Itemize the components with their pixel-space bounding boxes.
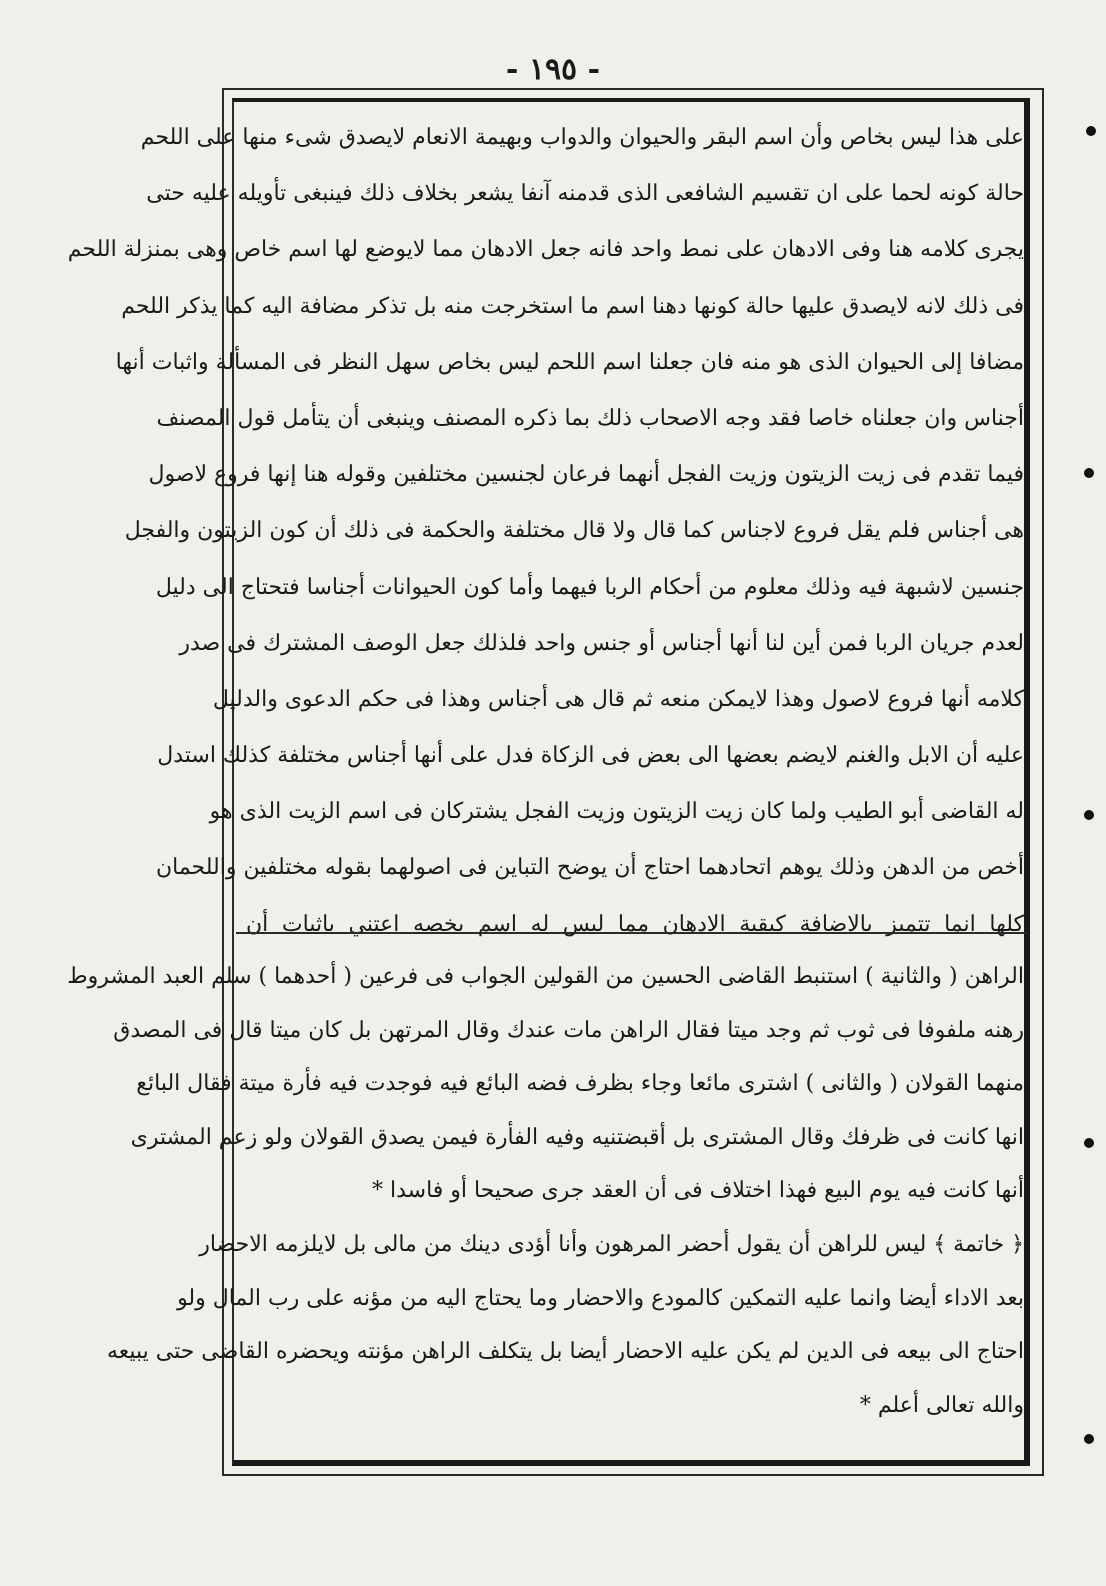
binding-hole-mark: [1084, 1434, 1094, 1444]
commentary-line: يجرى كلامه هنا وفى الادهان على نمط واحد فانه جعل الادهان مما لايوضع لها اسم خاص وهى بمنزلة اللحم: [67, 237, 1024, 263]
commentary-line: كلامه أنها فروع لاصول وهذا لايمكن منعه ثم قال هى أجناس وهذا فى حكم الدعوى والدليل: [212, 686, 1024, 712]
commentary-line: مضافا إلى الحيوان الذى هو منه فان جعلنا اسم اللحم ليس بخاص سهل النظر فى المسألة واثبات أنها: [115, 349, 1024, 375]
commentary-block: [67, 110, 1024, 953]
notes-line: ﴿ خاتمة ﴾ ليس للراهن أن يقول أحضر المرهون وأنا أؤدى دينك من مالى بل لايلزمه الاحضار: [199, 1231, 1024, 1257]
binding-hole-mark: [1084, 1138, 1094, 1148]
commentary-line: جنسين لاشبهة فيه وذلك معلوم من أحكام الربا فيهما وأما كون الحيوانات أجناسا فتحتاج الى دليل: [155, 574, 1024, 600]
binding-hole-mark: [1084, 810, 1094, 820]
commentary-line: حالة كونه لحما على ان تقسيم الشافعى الذى قدمنه آنفا يشعر بخلاف ذلك فينبغى تأويله عليه حتى: [146, 181, 1024, 207]
notes-line: بعد الاداء أيضا وانما عليه التمكين كالمودع والاحضار وما يحتاج اليه من مؤنه على رب المال ولو: [177, 1285, 1024, 1311]
binding-hole-mark: [1084, 468, 1094, 478]
binding-hole-mark: [1086, 126, 1096, 136]
commentary-line: عليه أن الابل والغنم لايضم بعضها الى بعض فى الزكاة فدل على أنها أجناس مختلفة كذلك استدل: [157, 743, 1024, 769]
notes-line: انها كانت فى ظرفك وقال المشترى بل أقبضتنيه وفيه الفأرة فيمن يصدق القولان ولو زعم المشترى: [130, 1124, 1024, 1150]
commentary-line: كلها انما تتميز بالاضافة كبقية الادهان مما ليس له اسم يخصه اعتني باثبات أن: [246, 911, 1024, 937]
commentary-line: هى أجناس فلم يقل فروع لاجناس كما قال ولا قال مختلفة والحكمة فى ذلك أن كون الزيتون والفجل: [124, 518, 1024, 544]
commentary-line: فيما تقدم فى زيت الزيتون وزيت الفجل أنهما فرعان لجنسين مختلفين وقوله هنا إنها فروع لاصول: [148, 462, 1024, 488]
commentary-line: أخص من الدهن وذلك يوهم اتحادهما احتاج أن يوضح التباين فى اصولهما بقوله مختلفين واللحمان: [155, 855, 1024, 881]
notes-line: رهنه ملفوفا فى ثوب ثم وجد ميتا فقال الراهن مات عندك وقال المرتهن بل كان ميتا قال فى المصدق: [113, 1017, 1024, 1043]
notes-line: منهما القولان ( والثانى ) اشترى مائعا وجاء بظرف فضه البائع فيه فوجدت فيه فأرة ميتة فقال البائع: [136, 1071, 1024, 1097]
commentary-line: لعدم جريان الربا فمن أين لنا أنها أجناس أو جنس واحد فلذلك جعل الوصف المشترك فى صدر: [179, 630, 1024, 656]
commentary-line: فى ذلك لانه لايصدق عليها حالة كونها دهنا اسم ما استخرجت منه بل تذكر مضافة اليه كما يذكر اللحم: [121, 293, 1024, 319]
notes-block: [67, 950, 1024, 1432]
commentary-line: على هذا ليس بخاص وأن اسم البقر والحيوان والدواب وبهيمة الانعام لايصدق شىء منها على اللحم: [140, 125, 1024, 150]
commentary-line: أجناس وان جعلناه خاصا فقد وجه الاصحاب ذلك بما ذكره المصنف وينبغى أن يتأمل قول المصنف: [156, 405, 1024, 431]
notes-line: أنها كانت فيه يوم البيع فهذا اختلاف فى أن العقد جرى صحيحا أو فاسدا *: [371, 1178, 1024, 1204]
notes-line: والله تعالى أعلم *: [859, 1392, 1024, 1418]
section-divider: [236, 932, 1026, 934]
commentary-line: له القاضى أبو الطيب ولما كان زيت الزيتون وزيت الفجل يشتركان فى اسم الزيت الذى هو: [209, 799, 1024, 825]
notes-line: احتاج الى بيعه فى الدين لم يكن عليه الاحضار أيضا بل يتكلف الراهن مؤنته ويحضره القاضى حتى يبيعه: [106, 1339, 1024, 1365]
notes-line: الراهن ( والثانية ) استنبط القاضى الحسين من القولين الجواب فى فرعين ( أحدهما ) سلم العبد المشروط: [67, 964, 1024, 989]
page-number: - ١٩٥ -: [505, 52, 601, 87]
